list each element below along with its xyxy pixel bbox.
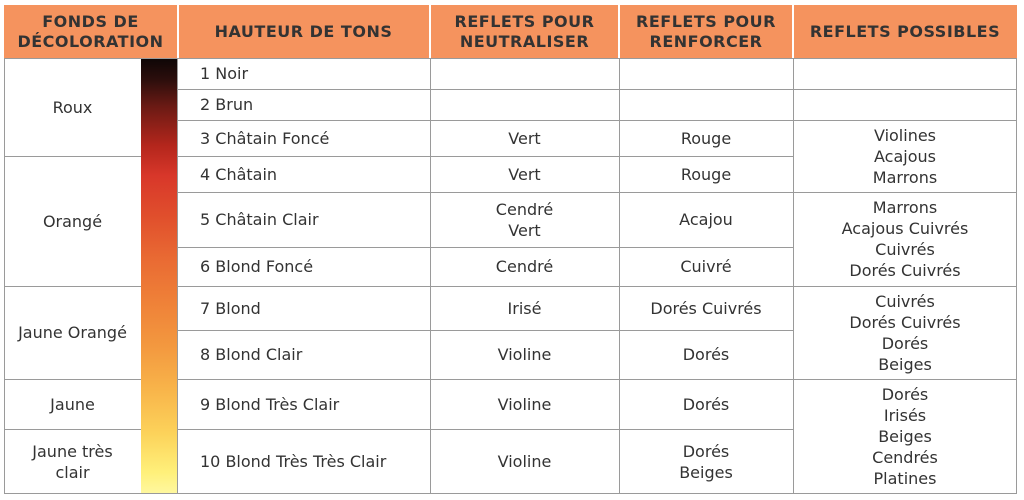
renforcer-row-4 [619, 156, 793, 192]
possibles-value: Dorés Cuivrés [849, 261, 961, 280]
header-fonds-line-1: FONDS DE [42, 11, 139, 31]
grid-line [177, 89, 1017, 90]
ton-row-1 [177, 58, 430, 89]
fond-roux-label: Roux [52, 97, 93, 117]
possibles-value: Cendrés [872, 448, 938, 467]
grid-line [177, 192, 1017, 193]
renforcer-value: Rouge [680, 128, 732, 148]
header-fonds-line-2: DÉCOLORATION [17, 31, 164, 51]
renforcer-row-6 [619, 247, 793, 286]
ton-row-3 [177, 120, 430, 156]
ton-label: 10 Blond Très Très Clair [200, 452, 387, 471]
fond-jaune [4, 379, 141, 429]
fond-orange-label: Orangé [42, 211, 103, 231]
renforcer-value: Dorés Cuivrés [650, 298, 762, 318]
neutraliser-row-5 [430, 192, 619, 247]
ton-row-10 [177, 429, 430, 494]
neutraliser-row-3 [430, 120, 619, 156]
fond-jaune-tres-clair [4, 429, 141, 494]
ton-label: 6 Blond Foncé [200, 257, 314, 276]
possibles-value: Dorés [881, 385, 929, 404]
possibles-group-7-8 [793, 286, 1017, 379]
ton-row-6 [177, 247, 430, 286]
fond-jaune-orange [4, 286, 141, 379]
possibles-value: Acajous Cuivrés [841, 219, 969, 238]
header-possibles-label: REFLETS POSSIBLES [809, 21, 1001, 41]
grid-line [4, 379, 141, 380]
header-separator [792, 5, 794, 58]
header-separator [618, 5, 620, 58]
neutraliser-row-6 [430, 247, 619, 286]
grid-line [177, 330, 793, 331]
renforcer-row-9 [619, 379, 793, 429]
grid-line [177, 247, 793, 248]
fond-jaune-label: Jaune [50, 394, 95, 414]
color-gradient-bar [141, 58, 177, 494]
fond-jaune-orange-label: Jaune Orangé [18, 323, 127, 342]
header-reflets-pour-renforcer [619, 5, 793, 58]
grid-line [793, 58, 794, 494]
neutraliser-value: Cendré [495, 257, 554, 276]
possibles-value: Beiges [878, 354, 932, 374]
grid-line [177, 429, 793, 430]
possibles-group-5-6 [793, 192, 1017, 286]
renforcer-row-10 [619, 429, 793, 494]
fond-orange [4, 156, 141, 286]
renforcer-value: Cuivré [680, 257, 732, 276]
renforcer-row-3 [619, 120, 793, 156]
hair-color-table [4, 5, 1017, 494]
header-hauteur-label: HAUTEUR DE TONS [214, 21, 393, 41]
grid-line [1016, 58, 1017, 494]
neutraliser-value: Violine [497, 345, 552, 364]
neutraliser-row-8 [430, 330, 619, 379]
grid-line [4, 493, 1017, 494]
neutraliser-value: Vert [508, 164, 541, 184]
fond-roux [4, 58, 141, 156]
ton-label: 8 Blond Clair [200, 345, 303, 364]
ton-row-8 [177, 330, 430, 379]
header-renforcer-line-1: REFLETS POUR [636, 11, 776, 31]
header-hauteur-de-tons [177, 5, 430, 58]
possibles-value: Irisés [883, 406, 927, 425]
renforcer-value: Beiges [679, 462, 733, 482]
header-separator [429, 5, 431, 58]
grid-line [177, 58, 178, 494]
possibles-value: Marrons [872, 167, 938, 187]
renforcer-value: Acajou [679, 210, 733, 229]
neutraliser-value: Cendré [495, 199, 554, 219]
possibles-value: Dorés [881, 333, 929, 353]
renforcer-value: Rouge [680, 164, 732, 184]
possibles-group-9-10 [793, 379, 1017, 494]
grid-line [430, 58, 431, 494]
fond-jaune-tres-clair-line-2: clair [55, 462, 90, 482]
ton-label: 3 Châtain Foncé [200, 128, 330, 148]
neutraliser-row-10 [430, 429, 619, 494]
renforcer-row-5 [619, 192, 793, 247]
neutraliser-value: Irisé [507, 298, 542, 318]
ton-row-5 [177, 192, 430, 247]
renforcer-value: Dorés [682, 345, 730, 364]
grid-line [177, 379, 1017, 380]
grid-line [4, 286, 141, 287]
possibles-value: Marrons [872, 198, 938, 217]
grid-line [177, 286, 1017, 287]
ton-row-9 [177, 379, 430, 429]
header-reflets-pour-neutraliser [430, 5, 619, 58]
neutraliser-row-7 [430, 286, 619, 330]
neutraliser-value: Violine [497, 452, 552, 471]
header-neutraliser-line-1: REFLETS POUR [454, 11, 595, 31]
ton-row-4 [177, 156, 430, 192]
ton-row-7 [177, 286, 430, 330]
neutraliser-row-9 [430, 379, 619, 429]
renforcer-value: Dorés [682, 394, 730, 414]
possibles-value: Platines [873, 469, 937, 488]
header-neutraliser-line-2: NEUTRALISER [459, 31, 590, 51]
header-fonds-de-decoloration [4, 5, 177, 58]
possibles-value: Cuivrés [875, 291, 935, 311]
grid-line [4, 156, 141, 157]
neutraliser-value: Vert [508, 220, 541, 240]
header-reflets-possibles [793, 5, 1017, 58]
header-separator [177, 5, 179, 58]
renforcer-value: Dorés [682, 441, 730, 461]
possibles-value: Acajous [874, 146, 936, 166]
ton-label: 5 Châtain Clair [200, 210, 319, 229]
grid-line [619, 58, 620, 494]
ton-row-2 [177, 89, 430, 120]
possibles-value: Beiges [878, 427, 932, 446]
grid-line [177, 120, 1017, 121]
possibles-value: Violines [873, 125, 937, 145]
renforcer-row-8 [619, 330, 793, 379]
neutraliser-value: Vert [508, 128, 541, 148]
ton-label: 2 Brun [200, 95, 254, 114]
possibles-value: Cuivrés [875, 240, 935, 259]
header-renforcer-line-2: RENFORCER [649, 31, 763, 51]
possibles-group-3-4 [793, 120, 1017, 192]
ton-label: 9 Blond Très Clair [200, 394, 340, 414]
possibles-value: Dorés Cuivrés [849, 312, 961, 332]
fond-jaune-tres-clair-line-1: Jaune très [32, 441, 113, 461]
renforcer-row-7 [619, 286, 793, 330]
ton-label: 4 Châtain [200, 164, 278, 184]
grid-line [4, 429, 141, 430]
grid-line [4, 58, 5, 494]
grid-line [177, 156, 793, 157]
ton-label: 1 Noir [200, 64, 249, 83]
grid-line [4, 58, 1017, 59]
neutraliser-value: Violine [497, 394, 552, 414]
ton-label: 7 Blond [200, 298, 261, 318]
neutraliser-row-4 [430, 156, 619, 192]
